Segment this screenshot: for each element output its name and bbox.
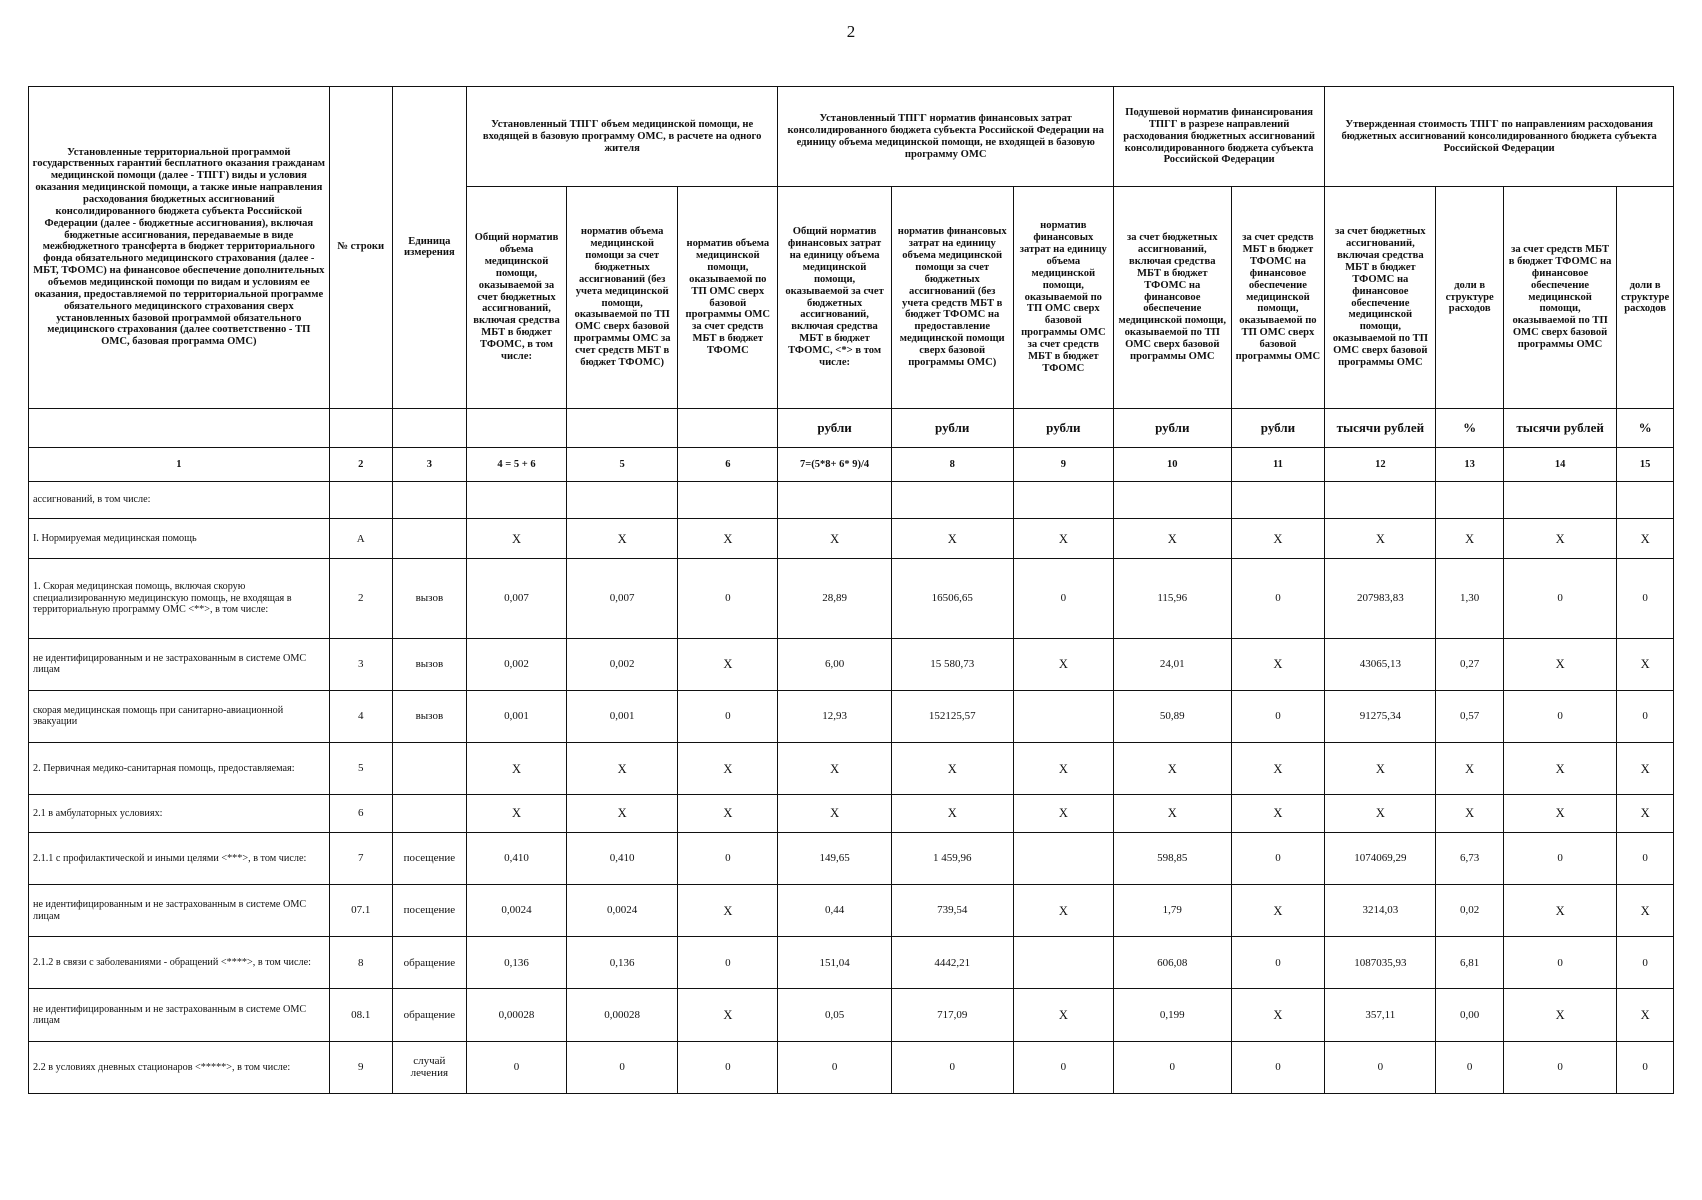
table-cell: 0	[1436, 1041, 1504, 1093]
table-cell	[891, 481, 1013, 519]
table-cell: 0,199	[1113, 989, 1231, 1041]
row-label: 2.1 в амбулаторных условиях:	[29, 795, 330, 833]
table-cell: X	[1013, 884, 1113, 936]
table-cell: 0,002	[466, 638, 566, 690]
unit-cell	[567, 408, 678, 448]
table-cell: X	[466, 519, 566, 559]
table-cell: 0	[1503, 690, 1616, 742]
table-cell: 6,00	[778, 638, 891, 690]
table-cell: 7	[329, 832, 392, 884]
header-row-groups	[29, 87, 1674, 187]
row-label: 2.1.1 с профилактической и иными целями <***>, в том числе:	[29, 832, 330, 884]
row-label: 2.2 в условиях дневных стационаров <*****>, в том числе:	[29, 1041, 330, 1093]
header-c12: за счет бюджетных ассигнований, включая средства МБТ в бюджет ТФОМС на финансовое обеспечение медицинской помощи, оказываемой по ТП ОМС сверх базовой программы ОМС	[1325, 187, 1436, 408]
table-cell: обращение	[392, 937, 466, 989]
unit-cell: %	[1617, 408, 1674, 448]
table-cell	[392, 742, 466, 794]
table-cell: 0	[1113, 1041, 1231, 1093]
table-cell: вызов	[392, 638, 466, 690]
column-number: 15	[1617, 448, 1674, 481]
header-c15: доли в структуре расходов	[1617, 187, 1674, 408]
table-cell: 0,00028	[567, 989, 678, 1041]
table-cell: 3	[329, 638, 392, 690]
table-cell: X	[1113, 795, 1231, 833]
table-cell: 0	[1231, 559, 1325, 638]
table-cell	[778, 481, 891, 519]
header-c11: за счет средств МБТ в бюджет ТФОМС на финансовое обеспечение медицинской помощи, оказываемой по ТП ОМС сверх базовой программы ОМС	[1231, 187, 1325, 408]
table-cell: 0	[567, 1041, 678, 1093]
table-cell: 0,0024	[466, 884, 566, 936]
table-row	[29, 1041, 1674, 1093]
table-cell: X	[1013, 795, 1113, 833]
header-c14: за счет средств МБТ в бюджет ТФОМС на финансовое обеспечение медицинской помощи, оказываемой по ТП ОМС сверх базовой программы ОМС	[1503, 187, 1616, 408]
table-cell: X	[1113, 519, 1231, 559]
header-c13: доли в структуре расходов	[1436, 187, 1504, 408]
table-cell: X	[1231, 989, 1325, 1041]
table-cell: 0,44	[778, 884, 891, 936]
table-cell: 1,30	[1436, 559, 1504, 638]
table-row	[29, 742, 1674, 794]
table-cell: X	[1325, 519, 1436, 559]
table-cell: X	[778, 742, 891, 794]
table-cell	[1013, 481, 1113, 519]
table-cell: 151,04	[778, 937, 891, 989]
unit-cell: тысячи рублей	[1325, 408, 1436, 448]
table-cell: 6	[329, 795, 392, 833]
table-cell: X	[1436, 519, 1504, 559]
header-c8: норматив финансовых затрат на единицу объема медицинской помощи за счет бюджетных ассигнований (без учета средств МБТ в бюджет ТФОМС на предоставление медицинской помощи сверх базовой программы ОМС)	[891, 187, 1013, 408]
unit-cell: рубли	[1231, 408, 1325, 448]
table-cell: X	[567, 519, 678, 559]
table-cell: 0,27	[1436, 638, 1504, 690]
row-label: не идентифицированным и не застрахованным в системе ОМС лицам	[29, 989, 330, 1041]
page-number: 2	[846, 22, 856, 41]
table-cell: А	[329, 519, 392, 559]
table-cell: 0	[891, 1041, 1013, 1093]
table-cell: X	[778, 795, 891, 833]
table-cell: 0	[1231, 1041, 1325, 1093]
unit-cell: %	[1436, 408, 1504, 448]
table-cell: 0,0024	[567, 884, 678, 936]
table-cell: X	[678, 989, 778, 1041]
table-cell: X	[678, 795, 778, 833]
table-cell	[329, 481, 392, 519]
table-cell: 0,001	[567, 690, 678, 742]
row-label: I. Нормируемая медицинская помощь	[29, 519, 330, 559]
row-label: скорая медицинская помощь при санитарно-авиационной эвакуации	[29, 690, 330, 742]
table-cell: X	[1325, 742, 1436, 794]
table-cell: 0	[1503, 559, 1616, 638]
table-cell: X	[1013, 638, 1113, 690]
header-c9: норматив финансовых затрат на единицу объема медицинской помощи, оказываемой по ТП ОМС сверх базовой программы ОМС за счет средств МБТ в бюджет ТФОМС	[1013, 187, 1113, 408]
table-cell: 115,96	[1113, 559, 1231, 638]
header-group-volume: Установленный ТПГГ объем медицинской помощи, не входящей в базовую программу ОМС, в расчете на одного жителя	[466, 87, 778, 187]
table-cell: 0	[1617, 690, 1674, 742]
column-number: 10	[1113, 448, 1231, 481]
table-cell	[1113, 481, 1231, 519]
header-c10: за счет бюджетных ассигнований, включая средства МБТ в бюджет ТФОМС на финансовое обеспечение медицинской помощи, оказываемой по ТП ОМС сверх базовой программы ОМС	[1113, 187, 1231, 408]
table-cell	[1503, 481, 1616, 519]
table-cell	[1617, 481, 1674, 519]
table-cell: X	[466, 795, 566, 833]
table-cell: 598,85	[1113, 832, 1231, 884]
table-cell: обращение	[392, 989, 466, 1041]
table-cell: 3214,03	[1325, 884, 1436, 936]
table-cell: 0,00	[1436, 989, 1504, 1041]
table-cell: X	[1617, 795, 1674, 833]
table-cell: 152125,57	[891, 690, 1013, 742]
table-cell: X	[891, 742, 1013, 794]
unit-cell: тысячи рублей	[1503, 408, 1616, 448]
unit-cell	[466, 408, 566, 448]
table-cell: 0	[1231, 690, 1325, 742]
header-c6: норматив объема медицинской помощи, оказываемой по ТП ОМС сверх базовой программы ОМС за счет средств МБТ в бюджет ТФОМС	[678, 187, 778, 408]
table-cell	[1231, 481, 1325, 519]
table-row	[29, 937, 1674, 989]
table-cell	[392, 795, 466, 833]
table-cell: 0	[1617, 559, 1674, 638]
unit-cell	[392, 408, 466, 448]
table-cell: 43065,13	[1325, 638, 1436, 690]
table-cell: 50,89	[1113, 690, 1231, 742]
table-cell: 0	[1503, 937, 1616, 989]
table-cell: X	[1617, 638, 1674, 690]
table-cell: посещение	[392, 884, 466, 936]
table-cell: 07.1	[329, 884, 392, 936]
table-cell: 0	[1013, 1041, 1113, 1093]
table-cell: X	[678, 638, 778, 690]
row-label: 1. Скорая медицинская помощь, включая скорую специализированную медицинскую помощь, не входящая в территориальную программу ОМС <**>, в том числе:	[29, 559, 330, 638]
table-cell: 0,00028	[466, 989, 566, 1041]
table-cell: X	[1503, 519, 1616, 559]
table-cell	[1436, 481, 1504, 519]
table-cell: 0	[678, 559, 778, 638]
table-cell: 0,02	[1436, 884, 1504, 936]
table-cell: 0,136	[466, 937, 566, 989]
unit-cell: рубли	[891, 408, 1013, 448]
table-cell: 1 459,96	[891, 832, 1013, 884]
column-number: 7=(5*8+ 6* 9)/4	[778, 448, 891, 481]
table-row	[29, 638, 1674, 690]
table-cell: 1074069,29	[1325, 832, 1436, 884]
table-cell: 149,65	[778, 832, 891, 884]
table-cell: 0	[678, 690, 778, 742]
table-cell: 0,410	[466, 832, 566, 884]
table-cell: X	[678, 519, 778, 559]
table-cell: 91275,34	[1325, 690, 1436, 742]
table-cell: 28,89	[778, 559, 891, 638]
table-row	[29, 989, 1674, 1041]
column-number: 4 = 5 + 6	[466, 448, 566, 481]
table-cell: 6,81	[1436, 937, 1504, 989]
table-cell	[1013, 690, 1113, 742]
table-cell: 0	[1013, 559, 1113, 638]
table-cell	[466, 481, 566, 519]
table-cell	[392, 481, 466, 519]
table-cell: X	[1503, 884, 1616, 936]
table-cell: 0	[1617, 937, 1674, 989]
header-c4: Общий норматив объема медицинской помощи, оказываемой за счет бюджетных ассигнований, включая средства МБТ в бюджет ТФОМС, в том числе:	[466, 187, 566, 408]
table-cell: X	[1617, 519, 1674, 559]
budget-table	[28, 86, 1674, 1094]
table-cell: 0	[1617, 832, 1674, 884]
header-group-percapita: Подушевой норматив финансирования ТПГГ в разрезе направлений расходования бюджетных ассигнований консолидированного бюджета субъекта Российской Федерации	[1113, 87, 1324, 187]
table-cell: X	[778, 519, 891, 559]
table-cell: X	[678, 884, 778, 936]
table-cell: 739,54	[891, 884, 1013, 936]
units-row	[29, 408, 1674, 448]
table-cell: посещение	[392, 832, 466, 884]
header-group-approved: Утвержденная стоимость ТПГГ по направлениям расходования бюджетных ассигнований консолидированного бюджета субъекта Российской Федерации	[1325, 87, 1674, 187]
column-number: 3	[392, 448, 466, 481]
table-row	[29, 795, 1674, 833]
column-number: 9	[1013, 448, 1113, 481]
table-cell: X	[1503, 638, 1616, 690]
table-row	[29, 481, 1674, 519]
row-label: 2.1.2 в связи с заболеваниями - обращений <****>, в том числе:	[29, 937, 330, 989]
column-number: 11	[1231, 448, 1325, 481]
table-cell: X	[567, 742, 678, 794]
table-cell	[392, 519, 466, 559]
table-cell: X	[1503, 989, 1616, 1041]
table-cell: 0,57	[1436, 690, 1504, 742]
unit-cell: рубли	[778, 408, 891, 448]
header-unit: Единица измерения	[392, 87, 466, 409]
table-cell: 5	[329, 742, 392, 794]
table-cell: X	[1231, 795, 1325, 833]
table-cell: 0	[1503, 1041, 1616, 1093]
table-cell	[567, 481, 678, 519]
table-cell: 0,001	[466, 690, 566, 742]
table-cell: X	[1013, 519, 1113, 559]
table-cell: 207983,83	[1325, 559, 1436, 638]
table-cell: X	[891, 519, 1013, 559]
table-row	[29, 690, 1674, 742]
row-label: 2. Первичная медико-санитарная помощь, предоставляемая:	[29, 742, 330, 794]
header-c7: Общий норматив финансовых затрат на единицу объема медицинской помощи, оказываемой за счет бюджетных ассигнований, включая средства МБТ в бюджет ТФОМС, <*> в том числе:	[778, 187, 891, 408]
table-cell: X	[1503, 742, 1616, 794]
row-label: ассигнований, в том числе:	[29, 481, 330, 519]
table-row	[29, 519, 1674, 559]
table-cell: 4442,21	[891, 937, 1013, 989]
table-cell: 0,007	[466, 559, 566, 638]
table-row	[29, 884, 1674, 936]
column-numbers-row	[29, 448, 1674, 481]
table-cell: 0	[678, 937, 778, 989]
table-cell: X	[466, 742, 566, 794]
table-cell: 0	[778, 1041, 891, 1093]
table-cell: 9	[329, 1041, 392, 1093]
header-group-cost: Установленный ТПГГ норматив финансовых затрат консолидированного бюджета субъекта Российской Федерации на единицу объема медицинской помощи, не входящей в базовую программу ОМС	[778, 87, 1114, 187]
table-cell: 8	[329, 937, 392, 989]
table-cell: 16506,65	[891, 559, 1013, 638]
table-row	[29, 832, 1674, 884]
column-number: 14	[1503, 448, 1616, 481]
table-cell: 0	[1231, 937, 1325, 989]
header-c5: норматив объема медицинской помощи за счет бюджетных ассигнований (без учета медицинской помощи, оказываемой по ТП ОМС сверх базовой программы ОМС за счет средств МБТ в бюджет ТФОМС)	[567, 187, 678, 408]
column-number: 12	[1325, 448, 1436, 481]
unit-cell: рубли	[1013, 408, 1113, 448]
table-cell: случай лечения	[392, 1041, 466, 1093]
table-cell: X	[1436, 742, 1504, 794]
table-cell: 6,73	[1436, 832, 1504, 884]
table-cell: X	[1231, 519, 1325, 559]
table-cell: X	[1617, 989, 1674, 1041]
table-cell: 0	[678, 832, 778, 884]
table-cell: X	[1503, 795, 1616, 833]
table-cell: вызов	[392, 559, 466, 638]
unit-cell	[329, 408, 392, 448]
table-cell: 1087035,93	[1325, 937, 1436, 989]
header-row-number: № строки	[329, 87, 392, 409]
header-col1: Установленные территориальной программой государственных гарантий бесплатного оказания гражданам медицинской помощи (далее - ТПГГ) виды и условия оказания медицинской помощи, а также иные направления расходования бюджетных ассигнований консолидированного бюджета субъекта Российской Федерации (далее - бюджетные ассигнования), включая бюджетные ассигнования, передаваемые в виде межбюджетного трансферта в бюджет территориального фонда обязательного медицинского страхования (далее - МБТ, ТФОМС) на финансовое обеспечение дополнительных объемов медицинской помощи по видам и условиям ее оказания, предоставляемой по территориальной программе обязательного медицинского страхования сверх установленных базовой программой обязательного медицинского страхования (далее соответственно - ТП ОМС, базовая программа ОМС)	[29, 87, 330, 409]
column-number: 13	[1436, 448, 1504, 481]
table-cell: X	[567, 795, 678, 833]
table-cell: X	[1013, 742, 1113, 794]
table-cell: X	[1436, 795, 1504, 833]
table-cell: 0,002	[567, 638, 678, 690]
column-number: 2	[329, 448, 392, 481]
table-cell: 0	[678, 1041, 778, 1093]
unit-cell	[678, 408, 778, 448]
table-cell: 0	[1325, 1041, 1436, 1093]
table-cell: 0	[1503, 832, 1616, 884]
table-cell: 0,007	[567, 559, 678, 638]
column-number: 8	[891, 448, 1013, 481]
table-cell: 1,79	[1113, 884, 1231, 936]
table-cell	[1013, 832, 1113, 884]
table-cell: 12,93	[778, 690, 891, 742]
row-label: не идентифицированным и не застрахованным в системе ОМС лицам	[29, 884, 330, 936]
table-row	[29, 559, 1674, 638]
column-number: 6	[678, 448, 778, 481]
table-cell: X	[1013, 989, 1113, 1041]
table-cell: 2	[329, 559, 392, 638]
table-cell	[678, 481, 778, 519]
table-body	[29, 87, 1674, 1094]
table-cell: 15 580,73	[891, 638, 1013, 690]
table-cell: X	[678, 742, 778, 794]
table-cell: вызов	[392, 690, 466, 742]
unit-cell	[29, 408, 330, 448]
table-cell: X	[1231, 742, 1325, 794]
table-cell: X	[1617, 742, 1674, 794]
table-cell: X	[1113, 742, 1231, 794]
table-cell: 24,01	[1113, 638, 1231, 690]
column-number: 1	[29, 448, 330, 481]
table-cell: 4	[329, 690, 392, 742]
table-cell	[1325, 481, 1436, 519]
table-cell: X	[1231, 638, 1325, 690]
table-cell: X	[891, 795, 1013, 833]
table-cell: X	[1325, 795, 1436, 833]
table-cell: 717,09	[891, 989, 1013, 1041]
table-cell: 0,05	[778, 989, 891, 1041]
table-cell: X	[1617, 884, 1674, 936]
table-cell	[1013, 937, 1113, 989]
unit-cell: рубли	[1113, 408, 1231, 448]
column-number: 5	[567, 448, 678, 481]
row-label: не идентифицированным и не застрахованным в системе ОМС лицам	[29, 638, 330, 690]
table-cell: 0	[466, 1041, 566, 1093]
table-cell: 606,08	[1113, 937, 1231, 989]
table-cell: 08.1	[329, 989, 392, 1041]
table-cell: 357,11	[1325, 989, 1436, 1041]
table-cell: 0	[1617, 1041, 1674, 1093]
table-cell: X	[1231, 884, 1325, 936]
table-cell: 0	[1231, 832, 1325, 884]
table-cell: 0,410	[567, 832, 678, 884]
table-cell: 0,136	[567, 937, 678, 989]
